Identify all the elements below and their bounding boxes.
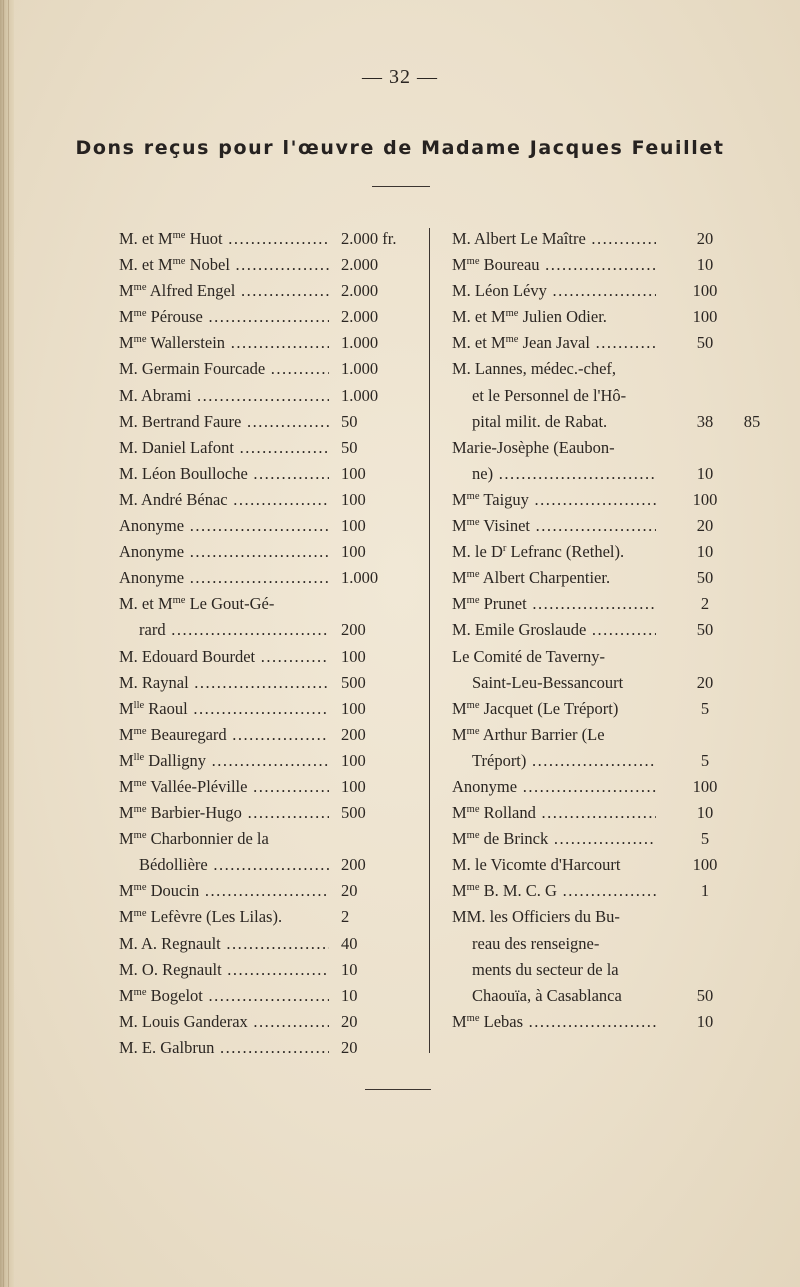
donor-row: [452, 461, 772, 487]
donor-row: [452, 383, 772, 409]
donor-name: M. Lannes, médec.-chef,: [452, 359, 617, 379]
donor-name: $M^{me}$ Pérouse .....: [119, 304, 329, 330]
donor-row: [119, 983, 419, 1009]
donor-name: rard .....: [139, 617, 329, 643]
donation-amount: 100: [692, 489, 718, 509]
donor-row: [119, 644, 419, 670]
donation-amount: 100: [341, 542, 366, 562]
donor-name: M. Abrami .....: [119, 383, 329, 409]
donor-name: $M^{me}$ Albert Charpentier.: [452, 568, 611, 588]
donor-name: M. et $M^{me}$ Nobel .....: [119, 252, 329, 278]
donor-row: [452, 957, 772, 983]
donation-amount: 500: [341, 672, 366, 692]
donation-amount: 50: [341, 411, 358, 431]
donor-row: [452, 983, 772, 1009]
donor-name: $M^{me}$ Prunet .....: [452, 591, 656, 617]
donor-name: M. Daniel Lafont .....: [119, 435, 329, 461]
donor-name: M. O. Regnault .....: [119, 957, 329, 983]
column-divider: [429, 228, 430, 1053]
left-donor-column: [119, 226, 419, 1061]
donor-row: [452, 617, 772, 643]
donor-row: [452, 644, 772, 670]
donation-amount: 20: [341, 1037, 358, 1057]
donor-name: $M^{me}$ Vallée-Pléville .....: [119, 774, 329, 800]
title-rule: [372, 186, 430, 187]
donation-amount: 1.000: [341, 385, 379, 405]
donor-name: $M^{me}$ Boureau .....: [452, 252, 656, 278]
donation-amount: 2.000: [341, 307, 379, 327]
donor-row: [119, 1035, 419, 1061]
donor-name: $M^{me}$ Doucin .....: [119, 878, 329, 904]
donor-row: [452, 670, 772, 696]
binding-line: [3, 0, 4, 1287]
donor-name: M. Bertrand Faure .....: [119, 409, 329, 435]
donor-row: [119, 748, 419, 774]
donation-amount: 1.000: [341, 568, 379, 588]
donation-amount: 100: [341, 698, 366, 718]
donor-row: [119, 383, 419, 409]
donor-name: Anonyme .....: [452, 774, 656, 800]
donor-row: [452, 774, 772, 800]
donation-cents: 85: [743, 411, 761, 431]
donation-amount: 100: [692, 281, 718, 301]
donor-row: [452, 748, 772, 774]
donor-name: Bédollière .....: [139, 852, 329, 878]
donor-name: M. et $M^{me}$ Jean Javal .....: [452, 330, 656, 356]
donor-name: ments du secteur de la: [472, 959, 619, 979]
donation-amount: 50: [696, 568, 714, 588]
donation-amount: 100: [341, 463, 366, 483]
donor-row: [119, 461, 419, 487]
donor-name: $M^{lle}$ Dalligny .....: [119, 748, 329, 774]
donor-row: [452, 696, 772, 722]
binding-line: [8, 0, 9, 1287]
donor-row: [452, 800, 772, 826]
donor-name: MM. les Officiers du Bu-: [452, 907, 620, 927]
donor-name: pital milit. de Rabat.: [472, 411, 608, 431]
donor-row: [119, 957, 419, 983]
donor-name: M. Germain Fourcade .....: [119, 356, 329, 382]
donor-name: M. Louis Ganderax .....: [119, 1009, 329, 1035]
donor-name: $M^{me}$ Rolland .....: [452, 800, 656, 826]
donor-row: [452, 435, 772, 461]
donor-name: M. Léon Lévy .....: [452, 278, 656, 304]
donation-amount: 10: [341, 959, 358, 979]
donor-name: reau des renseigne-: [472, 933, 600, 953]
donation-amount: 10: [696, 1011, 714, 1031]
donation-amount: 100: [692, 855, 718, 875]
donation-amount: 200: [341, 620, 366, 640]
donation-amount: 10: [696, 542, 714, 562]
donor-row: [119, 591, 419, 617]
donor-row: [119, 226, 419, 252]
donation-amount: 20: [696, 672, 714, 692]
donor-name: M. A. Regnault .....: [119, 931, 329, 957]
donor-row: [452, 278, 772, 304]
donation-amount: 100: [341, 750, 366, 770]
donor-name: $M^{me}$ Alfred Engel .....: [119, 278, 329, 304]
right-donor-column: [452, 226, 772, 1035]
donation-amount: 1.000: [341, 333, 379, 353]
donor-row: [119, 800, 419, 826]
donor-row: [119, 565, 419, 591]
donor-name: M. Léon Boulloche .....: [119, 461, 329, 487]
donor-name: M. Albert Le Maître .....: [452, 226, 656, 252]
donor-row: [452, 826, 772, 852]
donor-row: [119, 435, 419, 461]
donation-amount: 20: [696, 516, 714, 536]
donor-row: [119, 931, 419, 957]
page-title: Dons reçus pour l'œuvre de Madame Jacques Feuillet: [75, 137, 725, 159]
donor-name: M. E. Galbrun .....: [119, 1035, 329, 1061]
donation-amount: 38: [696, 411, 714, 431]
donation-amount: 20: [696, 229, 714, 248]
donor-row: [119, 1009, 419, 1035]
donor-row: [119, 539, 419, 565]
donor-name: $M^{me}$ Jacquet (Le Tréport): [452, 698, 619, 718]
donation-amount: 50: [696, 985, 714, 1005]
donation-amount: 40: [341, 933, 358, 953]
donor-name: Anonyme .....: [119, 565, 329, 591]
donor-name: Saint-Leu-Bessancourt: [472, 672, 624, 692]
donor-name: $M^{me}$ de Brinck .....: [452, 826, 656, 852]
donor-row: [119, 774, 419, 800]
donor-name: Le Comité de Taverny-: [452, 646, 605, 666]
donor-name: $M^{me}$ Lebas .....: [452, 1009, 656, 1035]
donor-row: [452, 330, 772, 356]
donation-amount: 100: [341, 646, 366, 666]
donation-amount: 200: [341, 724, 366, 744]
donor-row: [119, 513, 419, 539]
donor-name: $M^{me}$ Barbier-Hugo .....: [119, 800, 329, 826]
donation-amount: 1.000: [341, 359, 379, 379]
donor-name: $M^{me}$ B. M. C. G .....: [452, 878, 656, 904]
donation-amount: 10: [696, 255, 714, 275]
donor-name: M. Raynal .....: [119, 670, 329, 696]
donor-row: [452, 1009, 772, 1035]
donor-row: [452, 878, 772, 904]
donation-amount: 10: [696, 803, 714, 823]
end-rule: [365, 1089, 431, 1090]
donor-name: M. Emile Groslaude .....: [452, 617, 656, 643]
page-number: — 32 —: [362, 66, 438, 88]
donor-row: [119, 356, 419, 382]
donor-row: [119, 617, 419, 643]
donor-name: ne) .....: [472, 461, 656, 487]
donation-amount: 50: [696, 620, 714, 640]
donor-row: [452, 591, 772, 617]
donation-amount: 1: [700, 881, 710, 901]
donor-name: Chaouïa, à Casablanca: [472, 985, 622, 1005]
donation-amount: 5: [700, 698, 710, 718]
donor-row: [452, 904, 772, 930]
donor-row: [119, 304, 419, 330]
donor-name: Tréport) .....: [472, 748, 656, 774]
donor-row: [452, 252, 772, 278]
donor-name: $M^{lle}$ Raoul .....: [119, 696, 329, 722]
donor-name: et le Personnel de l'Hô-: [472, 385, 627, 405]
donor-row: [119, 278, 419, 304]
donation-amount: 2: [341, 907, 350, 927]
donation-amount: 100: [341, 516, 366, 536]
donation-amount: 200: [341, 855, 366, 875]
donor-name: Marie-Josèphe (Eaubon-: [452, 437, 615, 457]
donation-amount: 100: [341, 489, 366, 509]
donor-name: Anonyme .....: [119, 539, 329, 565]
donor-row: [119, 252, 419, 278]
donation-amount: 10: [341, 985, 358, 1005]
donation-amount: 50: [696, 333, 714, 353]
donor-name: $M^{me}$ Taiguy .....: [452, 487, 656, 513]
donor-row: [119, 878, 419, 904]
donor-name: $M^{me}$ Beauregard .....: [119, 722, 329, 748]
donor-name: M. André Bénac .....: [119, 487, 329, 513]
donation-amount: 50: [341, 437, 358, 457]
donor-row: [452, 852, 772, 878]
donation-amount: 5: [700, 750, 710, 770]
donor-name: Anonyme .....: [119, 513, 329, 539]
donation-amount: 100: [692, 307, 718, 327]
donor-name: M. le Vicomte d'Harcourt: [452, 855, 621, 875]
donor-row: [119, 487, 419, 513]
donor-row: [452, 356, 772, 382]
donation-amount: 100: [341, 776, 366, 796]
donation-amount: 500: [341, 803, 366, 823]
donation-amount: 2: [700, 594, 710, 614]
donation-amount: 2.000: [341, 255, 379, 275]
donor-row: [452, 565, 772, 591]
donor-row: [452, 409, 772, 435]
donor-row: [452, 539, 772, 565]
donor-row: [119, 904, 419, 930]
donor-row: [452, 513, 772, 539]
donor-name: M. Edouard Bourdet .....: [119, 644, 329, 670]
donor-name: $M^{me}$ Bogelot .....: [119, 983, 329, 1009]
donor-row: [119, 330, 419, 356]
donor-row: [119, 696, 419, 722]
donor-name: $M^{me}$ Lefèvre (Les Lilas).: [119, 907, 283, 927]
donor-row: [119, 826, 419, 852]
donation-amount: 100: [692, 776, 718, 796]
donor-row: [119, 670, 419, 696]
donation-amount: 20: [341, 1011, 358, 1031]
donor-name: $M^{me}$ Wallerstein .....: [119, 330, 329, 356]
donation-amount: 5: [700, 829, 710, 849]
donor-name: $M^{me}$ Arthur Barrier (Le: [452, 724, 605, 744]
donor-name: M. et $M^{me}$ Julien Odier.: [452, 307, 607, 327]
donation-amount: 10: [696, 463, 714, 483]
donor-row: [452, 304, 772, 330]
donor-row: [452, 487, 772, 513]
donor-name: M. et $M^{me}$ Huot .....: [119, 226, 329, 252]
donor-name: M. le $D^r$ Lefranc (Rethel).: [452, 542, 625, 562]
donation-amount: 2.000 fr.: [341, 229, 397, 248]
donor-row: [119, 852, 419, 878]
donation-amount: 2.000: [341, 281, 379, 301]
donor-row: [119, 409, 419, 435]
donor-name: M. et $M^{me}$ Le Gout-Gé-: [119, 594, 275, 614]
donation-amount: 20: [341, 881, 358, 901]
donor-row: [119, 722, 419, 748]
donor-row: [452, 722, 772, 748]
donor-row: [452, 931, 772, 957]
donor-row: [452, 226, 772, 252]
donor-name: $M^{me}$ Charbonnier de la: [119, 829, 269, 849]
donor-name: $M^{me}$ Visinet .....: [452, 513, 656, 539]
